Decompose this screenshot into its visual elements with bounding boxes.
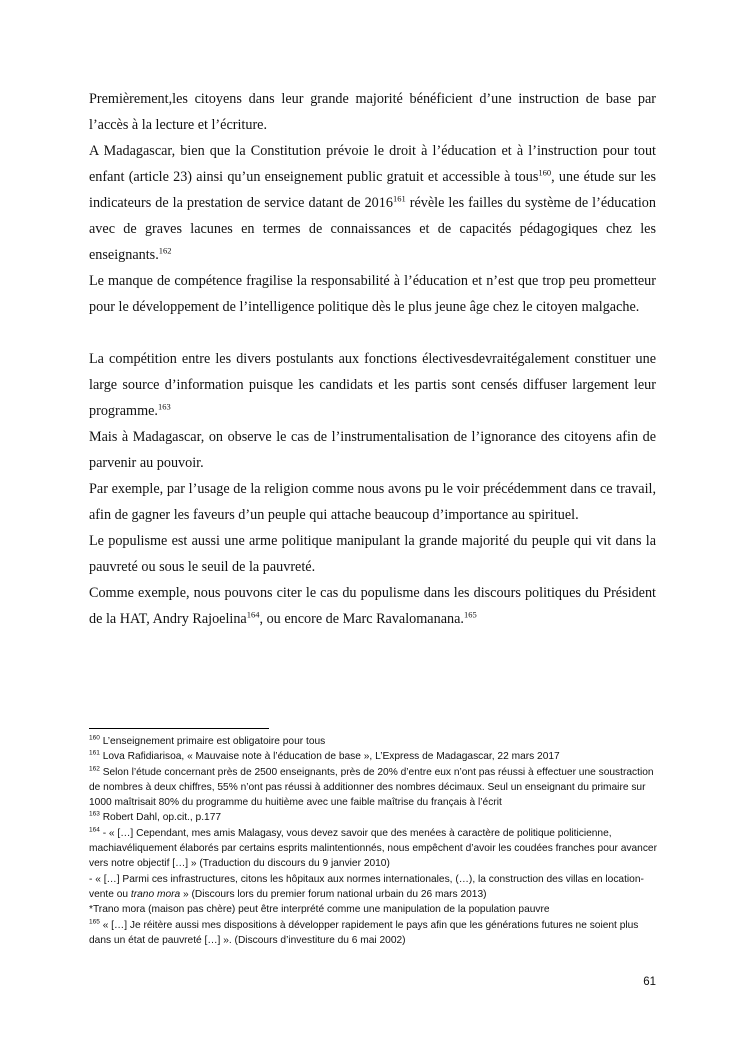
paragraph-competence: Le manque de compétence fragilise la responsabilité à l’éducation et n’est que trop peu prometteur pour le développement de l’intelligence politique dès le plus jeune âge chez le citoyen malgache.: [89, 273, 656, 315]
footnote-ref-164[interactable]: 164: [246, 609, 260, 620]
footnote-161: $^{161}$ Lova Rafidiarisoa, « Mauvaise note à l’éducation de base », L’Express de Madagascar, 22 mars 2017: [89, 749, 560, 763]
footnote-separator: [89, 728, 269, 729]
footnote-ref-161[interactable]: 161: [392, 193, 406, 204]
footnote-ref-163[interactable]: 163: [157, 401, 171, 412]
footnotes: [89, 734, 659, 948]
paragraph-competition: La compétition entre les divers postulants aux fonctions électivesdevraitégalement constituer une large source d’information puisque les candidats et les partis sont censés diffuser largement leur programme.$^{163}$: [89, 351, 656, 419]
footnote-164-note: *Trano mora (maison pas chère) peut être interprété comme une manipulation de la population pauvre: [89, 904, 550, 916]
paragraph-instrumentalisation: Mais à Madagascar, on observe le cas de l’instrumentalisation de l’ignorance des citoyens afin de parvenir au pouvoir.: [89, 429, 656, 471]
paragraph-religion: Par exemple, par l’usage de la religion comme nous avons pu le voir précédemment dans ce travail, afin de gagner les faveurs d’un peuple qui attache beaucoup d’importance au spirituel.: [89, 481, 656, 523]
footnote-164: $^{164}$ - « […] Cependant, mes amis Malagasy, vous devez savoir que des menées à caractère de politique politicienne, machiavéliquement élaborés par certains esprits malintentionnés, nous empêchent d’avoir les coudées franches pour avancer vers notre objectif […] » (Traduction du discours du 9 janvier 2010): [89, 826, 657, 870]
paragraph-example: Comme exemple, nous pouvons citer le cas du populisme dans les discours politiques du Président de la HAT, Andry Rajoelina$^{164}$, ou encore de Marc Ravalomanana.$^{165}$: [89, 585, 656, 627]
paragraph-populism: Le populisme est aussi une arme politique manipulant la grande majorité du peuple qui vit dans la pauvreté ou sous le seuil de la pauvreté.: [89, 533, 656, 575]
footnote-ref-160[interactable]: 160: [538, 167, 552, 178]
footnote-160: $^{160}$ L’enseignement primaire est obligatoire pour tous: [89, 734, 326, 747]
paragraph-gap: [89, 320, 656, 346]
footnote-165: $^{165}$ « […] Je réitère aussi mes dispositions à développer rapidement le pays afin que les générations futures ne soient plus dans un état de pauvreté […] ». (Discours d’investiture du 6 mai 2002): [89, 918, 639, 946]
page-number: 61: [643, 976, 656, 988]
paragraph-primary-education: Premièrement,les citoyens dans leur grande majorité bénéficient d’une instruction de base par l’accès à la lecture et l’écriture.: [89, 91, 656, 133]
body-text: [89, 86, 656, 632]
footnote-ref-162[interactable]: 162: [158, 245, 172, 256]
paragraph-constitution: A Madagascar, bien que la Constitution prévoie le droit à l’éducation et à l’instruction pour tout enfant (article 23) ainsi qu’un enseignement public gratuit et accessible à tous$^{160}$, une étude sur les indicateurs de la prestation de service datant de 2016$^{161}$ révèle les failles du système de l’éducation avec de graves lacunes en termes de connaissances et de capacités pédagogiques chez les enseignants.$^{162}$: [89, 143, 656, 263]
footnote-162: $^{162}$ Selon l’étude concernant près de 2500 enseignants, près de 20% d’entre eux n’ont pas réussi à effectuer une soustraction de nombres à deux chiffres, 55% n’ont pas réussi à additionner des nombres décimaux. Seul un enseignant du primaire sur 1000 maîtrisait 80% du programme du huitième avec une faible maîtrise du français à l’écrit: [89, 765, 654, 809]
footnote-164-continued: - « […] Parmi ces infrastructures, citons les hôpitaux aux normes internationales, (…), la construction des villas en location-vente ou trano mora » (Discours lors du premier forum national urbain du 26 mars 2013): [89, 873, 644, 900]
footnote-163: $^{163}$ Robert Dahl, op.cit., p.177: [89, 811, 222, 824]
footnote-ref-165[interactable]: 165: [463, 609, 477, 620]
